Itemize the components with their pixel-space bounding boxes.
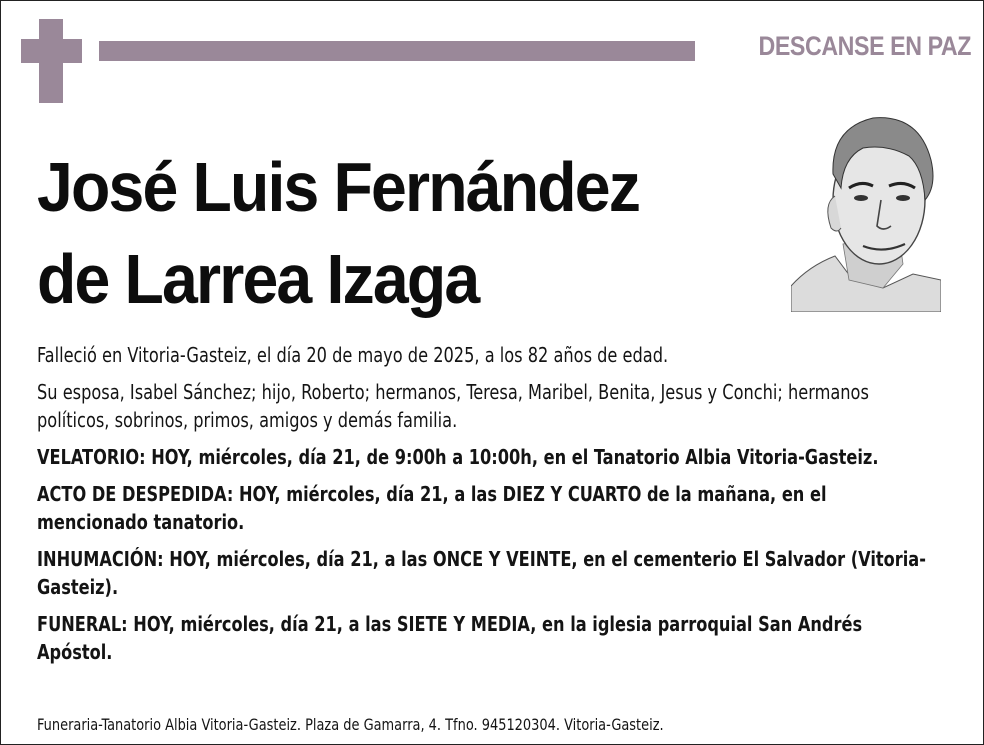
portrait-photo — [791, 104, 941, 312]
funeral-text: FUNERAL: HOY, miércoles, día 21, a las SIETE Y MEDIA, en la iglesia parroquial San Andrés Apóstol. — [37, 612, 863, 664]
cross-horizontal-bar — [21, 39, 82, 63]
header-divider-bar — [99, 41, 695, 61]
rest-in-peace-label: DESCANSE EN PAZ — [758, 31, 971, 61]
announcement-body — [37, 341, 937, 675]
deceased-name — [37, 141, 718, 325]
velatorio-text: VELATORIO: HOY, miércoles, día 21, de 9:00h a 10:00h, en el Tanatorio Albia Vitoria-Gasteiz. — [37, 445, 879, 469]
portrait-right-eye — [896, 195, 910, 201]
despedida-text: ACTO DE DESPEDIDA: HOY, miércoles, día 21, a las DIEZ Y CUARTO de la mañana, en el mencionado tanatorio. — [37, 482, 827, 534]
deceased-name-line-2: de Larrea Izaga — [37, 240, 479, 318]
deceased-name-line-1: José Luis Fernández — [37, 148, 640, 226]
inhumacion-text: INHUMACIÓN: HOY, miércoles, día 21, a las ONCE Y VEINTE, en el cementerio El Salvador (Vitoria-Gasteiz). — [37, 547, 926, 599]
portrait-left-eye — [854, 195, 868, 201]
family-text: Su esposa, Isabel Sánchez; hijo, Roberto; hermanos, Teresa, Maribel, Benita, Jesus y Conchi; hermanos políticos, sobrinos, primos, amigos y demás familia. — [37, 380, 869, 432]
funeral-home-footer: Funeraria-Tanatorio Albia Vitoria-Gasteiz. Plaza de Gamarra, 4. Tfno. 945120304. Vitoria-Gasteiz. — [37, 715, 664, 734]
death-notice-text: Falleció en Vitoria-Gasteiz, el día 20 de mayo de 2025, a los 82 años de edad. — [37, 343, 669, 367]
